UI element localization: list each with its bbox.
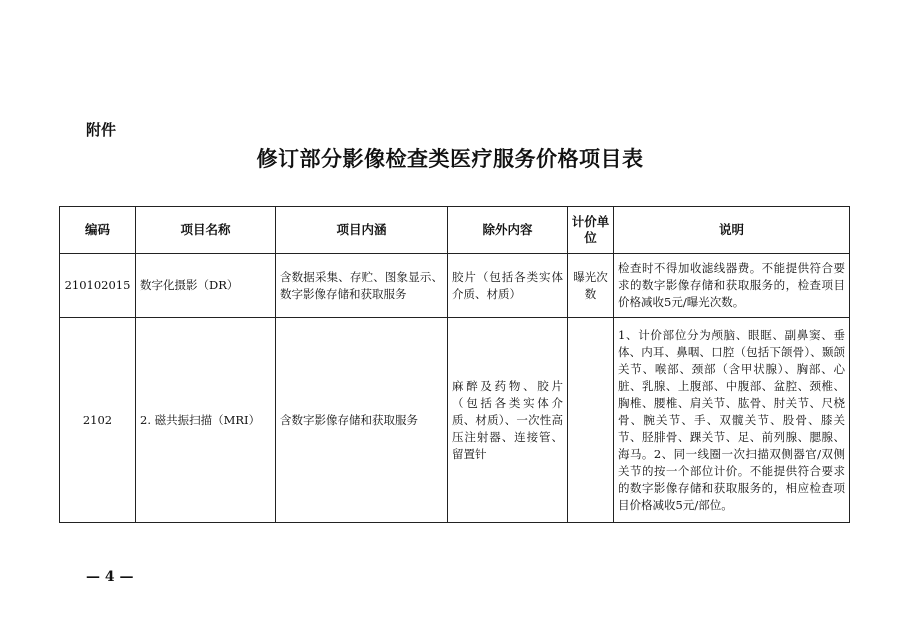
cell-item-content: 含数字影像存储和获取服务: [276, 318, 448, 523]
cell-description: 检查时不得加收滤线器费。不能提供符合要求的数字影像存储和获取服务的，检查项目价格减收5元/曝光次数。: [614, 254, 850, 318]
cell-item-content: 含数据采集、存贮、图象显示、数字影像存储和获取服务: [276, 254, 448, 318]
cell-pricing-unit: [568, 318, 614, 523]
cell-pricing-unit: 曝光次数: [568, 254, 614, 318]
document-title: 修订部分影像检查类医疗服务价格项目表: [256, 147, 644, 171]
cell-code: 2102: [60, 318, 136, 523]
cell-excluded-content: 麻醉及药物、胶片（包括各类实体介质、材质）、一次性高压注射器、连接管、留置针: [448, 318, 568, 523]
header-excluded-content: 除外内容: [448, 207, 568, 254]
page-number: — 4 —: [86, 569, 134, 585]
cell-excluded-content: 胶片（包括各类实体介质、材质）: [448, 254, 568, 318]
header-code: 编码: [60, 207, 136, 254]
table-row: [60, 254, 850, 318]
price-table: [59, 206, 850, 523]
cell-item-name: 2. 磁共振扫描（MRI）: [136, 318, 276, 523]
attachment-label: 附件: [86, 121, 117, 139]
header-item-name: 项目名称: [136, 207, 276, 254]
header-pricing-unit: 计价单位: [568, 207, 614, 254]
cell-description: 1、计价部位分为颅脑、眼眶、副鼻窦、垂体、内耳、鼻咽、口腔（包括下颌骨）、颞颌关节、喉部、颈部（含甲状腺）、胸部、心脏、乳腺、上腹部、中腹部、盆腔、颈椎、胸椎、腰椎、肩关节、肱骨、肘关节、尺桡骨、腕关节、手、双髋关节、股骨、膝关节、胫腓骨、踝关节、足、前列腺、腮腺、海马。2、同一线圈一次扫描双侧器官/双侧关节的按一个部位计价。不能提供符合要求的数字影像存储和获取服务的，相应检查项目价格减收5元/部位。: [614, 318, 850, 523]
table-row: [60, 318, 850, 523]
cell-code: 210102015: [60, 254, 136, 318]
table-header-row: [60, 207, 850, 254]
header-description: 说明: [614, 207, 850, 254]
cell-item-name: 数字化摄影（DR）: [136, 254, 276, 318]
header-item-content: 项目内涵: [276, 207, 448, 254]
